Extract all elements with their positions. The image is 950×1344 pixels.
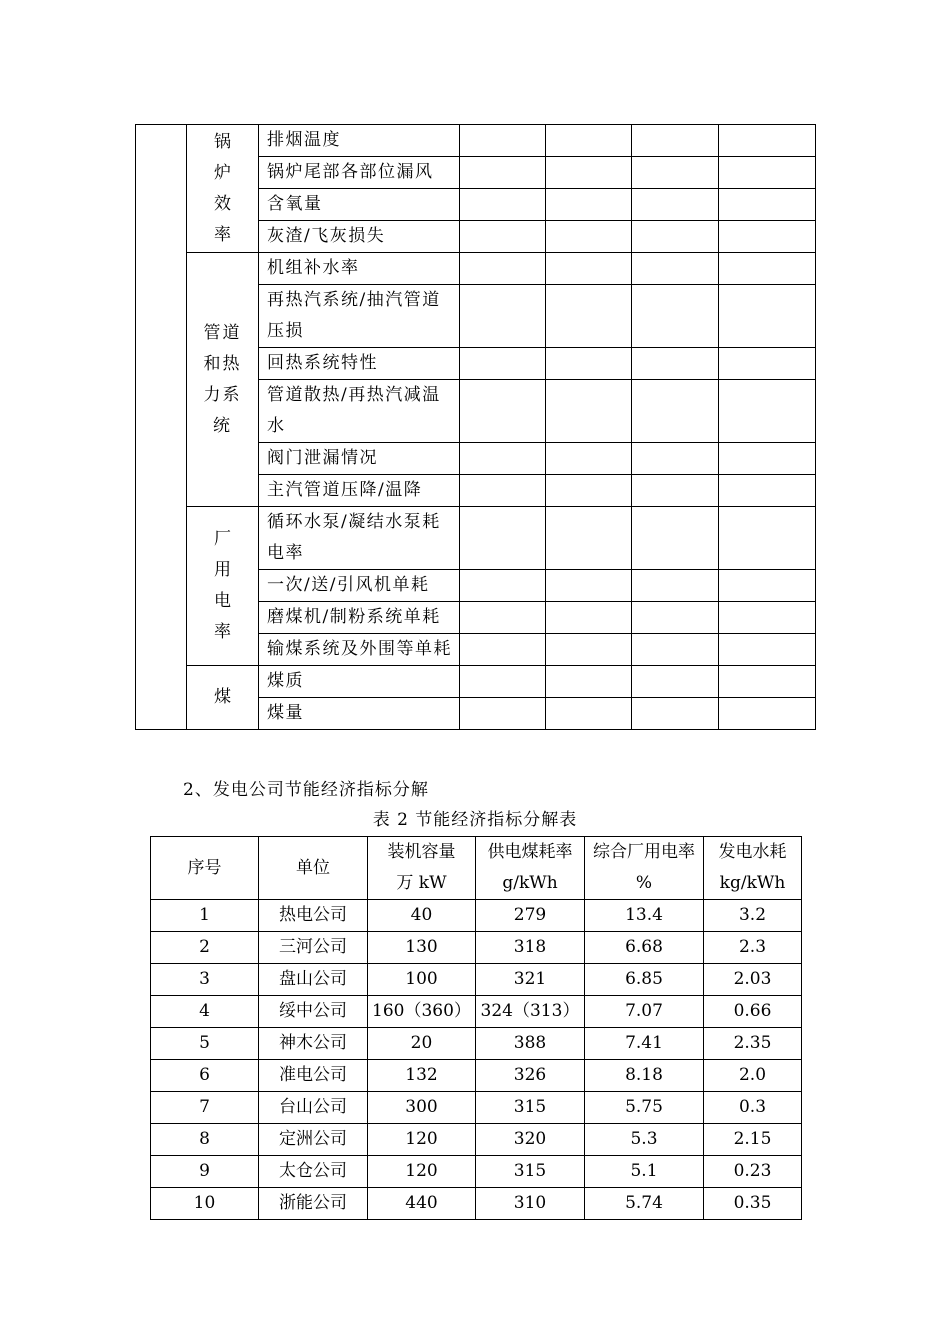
table-row — [151, 1060, 802, 1092]
table-caption: 表 2 节能经济指标分解表 — [372, 810, 578, 830]
table-cell: 5 — [151, 1028, 259, 1060]
indicator-item: 阀门泄漏情况 — [259, 443, 460, 475]
indicator-item: 排烟温度 — [259, 125, 460, 157]
table-cell: 120 — [368, 1124, 476, 1156]
table-cell: 0.3 — [704, 1092, 802, 1124]
table-cell: 100 — [368, 964, 476, 996]
table-cell: 0.35 — [704, 1188, 802, 1220]
indicator-item: 灰渣/飞灰损失 — [259, 221, 460, 253]
table-cell: 2 — [151, 932, 259, 964]
table-cell: 7.41 — [585, 1028, 704, 1060]
indicator-item: 循环水泵/凝结水泵耗电率 — [259, 507, 460, 570]
table-cell: 310 — [476, 1188, 585, 1220]
table-cell: 5.3 — [585, 1124, 704, 1156]
table-row — [136, 507, 816, 570]
table-cell: 三河公司 — [259, 932, 368, 964]
indicator-item: 回热系统特性 — [259, 348, 460, 380]
table-cell: 盘山公司 — [259, 964, 368, 996]
table-row — [151, 1092, 802, 1124]
indicator-item: 一次/送/引风机单耗 — [259, 570, 460, 602]
table-cell: 6.85 — [585, 964, 704, 996]
table-row — [151, 1124, 802, 1156]
table-cell: 318 — [476, 932, 585, 964]
header-cell: 供电煤耗率 g/kWh — [476, 837, 585, 900]
table-cell: 台山公司 — [259, 1092, 368, 1124]
table-cell: 5.74 — [585, 1188, 704, 1220]
table-row — [136, 125, 816, 157]
group-cell-boiler-efficiency: 锅炉效率 — [187, 125, 259, 253]
table-row — [151, 900, 802, 932]
table-cell: 321 — [476, 964, 585, 996]
header-row — [151, 837, 802, 900]
indicator-item: 主汽管道压降/温降 — [259, 475, 460, 507]
table-cell: 8.18 — [585, 1060, 704, 1092]
table-cell: 3 — [151, 964, 259, 996]
indicator-item: 磨煤机/制粉系统单耗 — [259, 602, 460, 634]
table-row — [151, 996, 802, 1028]
table-cell: 9 — [151, 1156, 259, 1188]
indicator-item: 输煤系统及外围等单耗 — [259, 634, 460, 666]
table-cell: 4 — [151, 996, 259, 1028]
table-cell: 388 — [476, 1028, 585, 1060]
table-cell: 1 — [151, 900, 259, 932]
section-title: 2、发电公司节能经济指标分解 — [183, 780, 429, 800]
indicator-breakdown-table — [135, 124, 816, 730]
table-cell: 279 — [476, 900, 585, 932]
indicator-item: 机组补水率 — [259, 253, 460, 285]
indicator-item: 锅炉尾部各部位漏风 — [259, 157, 460, 189]
table-cell: 440 — [368, 1188, 476, 1220]
table-cell: 6.68 — [585, 932, 704, 964]
outer-category-cell — [136, 125, 187, 730]
table-cell: 2.3 — [704, 932, 802, 964]
table-cell: 8 — [151, 1124, 259, 1156]
table-row — [136, 253, 816, 285]
header-cell: 综合厂用电率 % — [585, 837, 704, 900]
table-cell: 绥中公司 — [259, 996, 368, 1028]
table-cell: 太仓公司 — [259, 1156, 368, 1188]
group-cell-piping-thermal: 管道和热力系统 — [187, 253, 259, 507]
table-row — [151, 1028, 802, 1060]
table-cell: 0.23 — [704, 1156, 802, 1188]
table-cell: 132 — [368, 1060, 476, 1092]
table-cell: 315 — [476, 1156, 585, 1188]
table-row — [151, 932, 802, 964]
table-cell: 0.66 — [704, 996, 802, 1028]
table-row — [151, 1156, 802, 1188]
header-cell: 装机容量 万 kW — [368, 837, 476, 900]
table-cell: 2.0 — [704, 1060, 802, 1092]
table-cell: 20 — [368, 1028, 476, 1060]
group-cell-aux-power-rate: 厂用电率 — [187, 507, 259, 666]
table-cell: 2.15 — [704, 1124, 802, 1156]
table-cell: 315 — [476, 1092, 585, 1124]
table-cell: 120 — [368, 1156, 476, 1188]
table-row — [151, 964, 802, 996]
energy-indicator-table — [150, 836, 802, 1220]
indicator-item: 再热汽系统/抽汽管道压损 — [259, 285, 460, 348]
group-cell-coal: 煤 — [187, 666, 259, 730]
indicator-item: 煤质 — [259, 666, 460, 698]
table-cell: 准电公司 — [259, 1060, 368, 1092]
table-cell: 7.07 — [585, 996, 704, 1028]
table-cell: 10 — [151, 1188, 259, 1220]
indicator-item: 含氧量 — [259, 189, 460, 221]
indicator-item: 煤量 — [259, 698, 460, 730]
table-cell: 160（360） — [368, 996, 476, 1028]
table-cell: 浙能公司 — [259, 1188, 368, 1220]
table-cell: 13.4 — [585, 900, 704, 932]
table-cell: 5.75 — [585, 1092, 704, 1124]
table-cell: 3.2 — [704, 900, 802, 932]
indicator-item: 管道散热/再热汽减温水 — [259, 380, 460, 443]
table-cell: 7 — [151, 1092, 259, 1124]
table-cell: 300 — [368, 1092, 476, 1124]
table-cell: 6 — [151, 1060, 259, 1092]
header-cell: 发电水耗 kg/kWh — [704, 837, 802, 900]
table-cell: 热电公司 — [259, 900, 368, 932]
table-cell: 定洲公司 — [259, 1124, 368, 1156]
table-cell: 5.1 — [585, 1156, 704, 1188]
header-cell: 单位 — [259, 837, 368, 900]
table-cell: 40 — [368, 900, 476, 932]
table-row — [136, 666, 816, 698]
table-row — [151, 1188, 802, 1220]
header-cell: 序号 — [151, 837, 259, 900]
table-cell: 神木公司 — [259, 1028, 368, 1060]
table-cell: 320 — [476, 1124, 585, 1156]
table-cell: 326 — [476, 1060, 585, 1092]
table-cell: 2.35 — [704, 1028, 802, 1060]
table-cell: 2.03 — [704, 964, 802, 996]
table-cell: 324（313） — [476, 996, 585, 1028]
table-cell: 130 — [368, 932, 476, 964]
